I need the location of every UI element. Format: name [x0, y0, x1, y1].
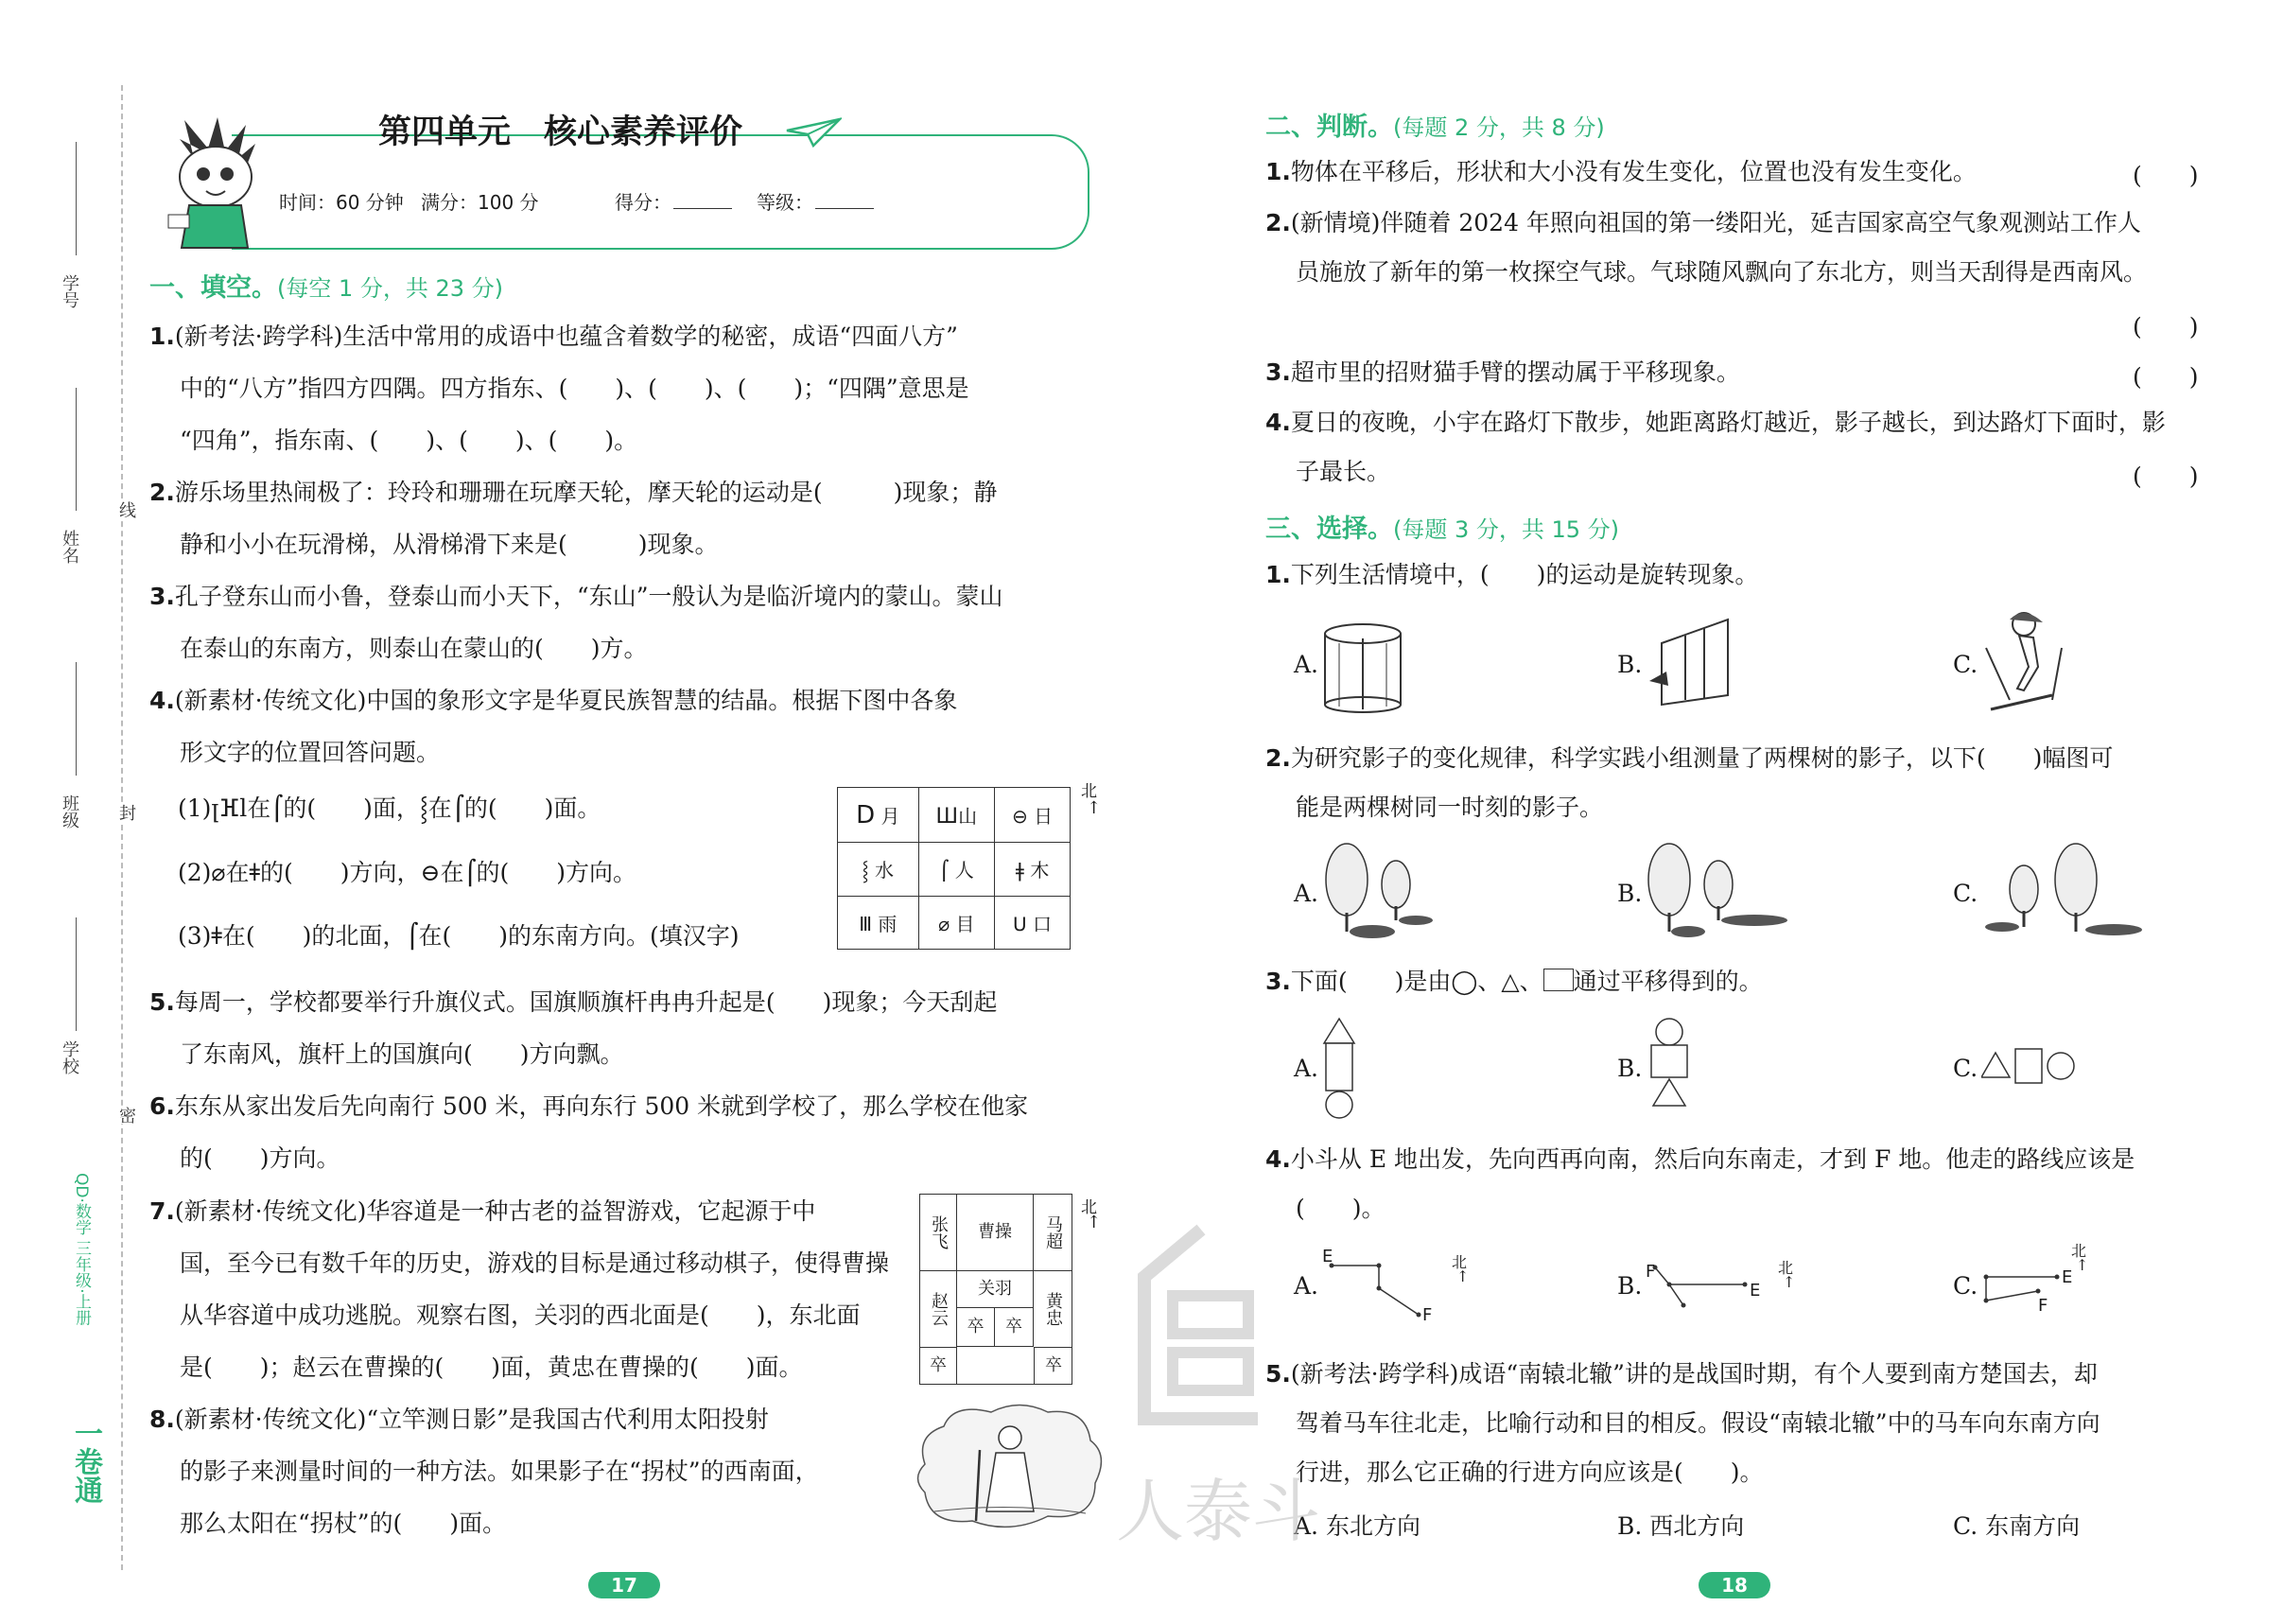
choice-5-option-a[interactable]: A. 东北方向: [1294, 1512, 1420, 1540]
xuehao-line: [76, 142, 77, 255]
judge-2: 2.(新情境)伴随着 2024 年照向祖国的第一缕阳光，延吉国家高空气象观测站工作人 员施放了新年的第一枚探空气球。气球随风飘向了东北方，则当天刮得是西南风。: [1265, 209, 2148, 286]
sundial-scene-image: [906, 1398, 1114, 1540]
moon-glyph-icon: D: [856, 800, 876, 829]
label-mi: 密: [113, 1107, 138, 1124]
total-score-info: 满分：100 分: [421, 191, 539, 214]
label-banji: 班级: [60, 795, 79, 829]
tree-shadows-b-image: [1641, 837, 1802, 941]
xuexiao-line: [76, 917, 77, 1031]
route-b-image: [1650, 1258, 1764, 1324]
route-a-e-label: E: [1322, 1247, 1333, 1266]
route-a-image: [1324, 1249, 1466, 1324]
eye-glyph-icon: ⌀: [211, 859, 226, 886]
rain-glyph-icon: Ⅲ: [859, 912, 872, 935]
tree-glyph-icon: ǂ: [1015, 859, 1024, 882]
watermark-text: 人泰斗: [1116, 1472, 1321, 1551]
banji-line: [76, 662, 77, 776]
section-judge-title: 二、判断。(每题 2 分，共 8 分): [1265, 113, 1605, 142]
choice-3-option-a[interactable]: A.: [1294, 1055, 1319, 1082]
book-info: QD·数学 三年级·上册: [72, 1173, 91, 1326]
choice-4-option-b[interactable]: B.: [1617, 1272, 1643, 1300]
page-title: 第四单元 核心素养评价: [378, 114, 743, 151]
choice-4: 4.小斗从 E 地出发，先向西再向南，然后向东南走，才到 F 地。他走的路线应该是 ( )。: [1265, 1145, 2135, 1222]
mountain-glyph-icon: ꞁⴼⅼ: [211, 795, 248, 822]
tree-glyph-icon: ǂ: [249, 859, 260, 886]
judge-1: 1.物体在平移后，形状和大小没有发生变化，位置也没有发生变化。: [1265, 158, 1977, 185]
sun-glyph-icon: ⊖: [420, 859, 441, 886]
xingming-line: [76, 388, 77, 511]
choice-3-option-c[interactable]: C.: [1953, 1055, 1978, 1082]
choice-1-option-a[interactable]: A.: [1294, 651, 1319, 678]
question-5: 5.每周一，学校都要举行升旗仪式。国旗顺旗杆冉冉升起是( )现象；今天刮起 了东南风，旗杆上的国旗向( )方向飘。: [149, 988, 998, 1068]
sliding-window-icon: [1647, 615, 1737, 709]
north-arrow-icon: ↑: [1783, 1273, 1796, 1291]
grade-field[interactable]: [815, 208, 874, 209]
north-arrow-icon: ↑: [1087, 1213, 1102, 1232]
person-glyph-icon: ⌠: [270, 795, 284, 822]
score-label: 得分：: [615, 191, 671, 214]
north-label: 北: [1452, 1253, 1468, 1271]
judge-1-answer[interactable]: ( ): [2133, 162, 2199, 189]
choice-2-option-c[interactable]: C.: [1953, 880, 1978, 907]
choice-1-option-b[interactable]: B.: [1617, 651, 1643, 678]
mascot-icon: [161, 115, 265, 253]
north-arrow-icon: ↑: [2076, 1256, 2089, 1274]
north-label: 北: [1081, 782, 1097, 801]
time-info: 时间：60 分钟: [279, 191, 404, 214]
binding-line: [121, 85, 123, 1570]
person-glyph-icon: ⌠: [451, 795, 464, 822]
paper-plane-icon: [785, 117, 842, 148]
eye-glyph-icon: ⌀: [938, 912, 950, 935]
shape-stack-b-image: [1646, 1017, 1693, 1121]
choice-2: 2.为研究影子的变化规律，科学实践小组测量了两棵树的影子，以下( )幅图可 能是两棵树同一时刻的影子。: [1265, 744, 2114, 821]
choice-4-option-c[interactable]: C.: [1953, 1272, 1978, 1300]
route-c-f-label: F: [2038, 1296, 2048, 1316]
mouth-glyph-icon: ᑌ: [1013, 912, 1027, 935]
choice-4-option-a[interactable]: A.: [1294, 1272, 1319, 1300]
choice-5-option-c[interactable]: C. 东南方向: [1953, 1512, 2081, 1540]
pictograph-grid: D 月 Ш山 ⊖ 日 ⸾ 水 ⌠ 人 ǂ 木 Ⅲ 雨 ⌀ 目 ᑌ 口: [837, 787, 1071, 950]
route-c-e-label: E: [2062, 1267, 2073, 1287]
choice-2-option-b[interactable]: B.: [1617, 880, 1643, 907]
question-8: 8.(新素材·传统文化)“立竿测日影”是我国古代利用太阳投射 的影子来测量时间的一种方法。如果影子在“拐杖”的西南面， 那么太阳在“拐杖”的( )面。: [149, 1406, 819, 1537]
label-xuehao: 学号: [60, 274, 79, 308]
judge-3-answer[interactable]: ( ): [2133, 363, 2199, 391]
page-number-right: 18: [1699, 1572, 1770, 1598]
north-label: 北: [2071, 1242, 2087, 1260]
page-number-left: 17: [588, 1572, 660, 1598]
section-fill-in-title: 一、填空。(每空 1 分，共 23 分): [149, 273, 504, 303]
choice-5-option-b[interactable]: B. 西北方向: [1617, 1512, 1745, 1540]
choice-2-option-a[interactable]: A.: [1294, 880, 1319, 907]
judge-4: 4.夏日的夜晚，小宇在路灯下散步，她距离路灯越近，影子越长，到达路灯下面时，影 子最长。: [1265, 409, 2166, 485]
question-1: 1.(新考法·跨学科)生活中常用的成语中也蕴含着数学的秘密，成语“四面八方” 中的“八方”指四方四隅。四方指东、( )、( )、( )；“四隅”意思是 “四角”，指东南、( )、( )、( )。: [149, 323, 969, 454]
north-label: 北: [1081, 1198, 1097, 1217]
tree-glyph-icon: ǂ: [211, 922, 222, 950]
person-glyph-icon: ⌠: [406, 922, 419, 950]
judge-4-answer[interactable]: ( ): [2133, 463, 2199, 490]
north-arrow-icon: ↑: [1456, 1267, 1470, 1285]
question-2: 2.游乐场里热闹极了：玲玲和珊珊在玩摩天轮，摩天轮的运动是( )现象；静 静和小小在玩滑梯，从滑梯滑下来是( )现象。: [149, 479, 998, 558]
revolving-door-icon: [1320, 620, 1405, 714]
sun-glyph-icon: ⊖: [1011, 805, 1028, 829]
label-xian: 线: [113, 501, 138, 518]
triangle-shape-icon: △: [1501, 968, 1520, 995]
label-feng: 封: [113, 804, 138, 821]
label-xuexiao: 学校: [60, 1040, 79, 1074]
q4-sub2: (2)⌀在ǂ的( )方向，⊖在⌠的( )方向。: [178, 859, 637, 886]
north-label: 北: [1778, 1259, 1794, 1277]
judge-3: 3.超市里的招财猫手臂的摆动属于平移现象。: [1265, 358, 1740, 386]
watermark-logo-icon: [1116, 1220, 1286, 1438]
q4-sub1: (1)ꞁⴼⅼ在⌠的( )面，⸾在⌠的( )面。: [178, 795, 601, 822]
route-b-e-label: E: [1750, 1281, 1761, 1301]
person-glyph-icon: ⌠: [463, 859, 477, 886]
grade-label: 等级：: [757, 191, 813, 214]
shape-stack-a-image: [1320, 1017, 1358, 1121]
route-b-f-label: F: [1646, 1262, 1656, 1282]
shape-row-c-image: [1981, 1045, 2085, 1092]
q4-sub3: (3)ǂ在( )的北面，⌠在( )的东南方向。(填汉字): [178, 922, 740, 950]
north-arrow-icon: ↑: [1087, 798, 1102, 818]
question-4: 4.(新素材·传统文化)中国的象形文字是华夏民族智慧的结晶。根据下图中各象 形文字的位置回答问题。: [149, 687, 958, 766]
choice-1: 1.下列生活情境中，( )的运动是旋转现象。: [1265, 561, 1759, 588]
skier-icon: [1981, 605, 2071, 719]
brand-logo: 一卷通: [69, 1419, 102, 1504]
water-glyph-icon: ⸾: [419, 795, 428, 822]
water-glyph-icon: ⸾: [862, 859, 869, 882]
question-6: 6.东东从家出发后先向南行 500 米，再向东行 500 米就到学校了，那么学校在他家 的( )方向。: [149, 1092, 1029, 1172]
choice-1-option-c[interactable]: C.: [1953, 651, 1978, 678]
circle-shape-icon: ◯: [1451, 968, 1478, 995]
section-choice-title: 三、选择。(每题 3 分，共 15 分): [1265, 515, 1620, 544]
huarongdao-board: 张飞 曹操 马超 赵云 关羽 卒 卒 黄忠 卒 卒: [919, 1194, 1072, 1385]
question-7: 7.(新素材·传统文化)华容道是一种古老的益智游戏，它起源于中 国，至今已有数千年的历史，游戏的目标是通过移动棋子，使得曹操 从华容道中成功逃脱。观察右图，关羽的西北面是( )，东北面 是( )；赵云在曹操的( )面，黄忠在曹操的( )面。: [149, 1197, 890, 1381]
question-3: 3.孔子登东山而小鲁，登泰山而小天下，“东山”一般认为是临沂境内的蒙山。蒙山 在泰山的东南方，则泰山在蒙山的( )方。: [149, 583, 1003, 662]
choice-5: 5.(新考法·跨学科)成语“南辕北辙”讲的是战国时期，有个人要到南方楚国去，却 驾着马车往北走，比喻行动和目的相反。假设“南辕北辙”中的马车向东南方向 行进，那么它正确的行进方向应该是( )。: [1265, 1360, 2100, 1486]
rectangle-shape-icon: [1543, 969, 1574, 991]
score-field[interactable]: [673, 208, 732, 209]
judge-2-answer[interactable]: ( ): [2133, 313, 2199, 341]
choice-3: 3.下面( )是由◯、△、 通过平移得到的。: [1265, 968, 1763, 995]
tree-shadows-c-image: [1981, 837, 2147, 941]
label-xingming: 姓名: [60, 530, 79, 564]
mountain-glyph-icon: Ш: [935, 805, 959, 829]
tree-shadows-a-image: [1318, 837, 1451, 941]
person-glyph-icon: ⌠: [938, 859, 950, 882]
choice-3-option-b[interactable]: B.: [1617, 1055, 1643, 1082]
route-a-f-label: F: [1422, 1305, 1433, 1325]
